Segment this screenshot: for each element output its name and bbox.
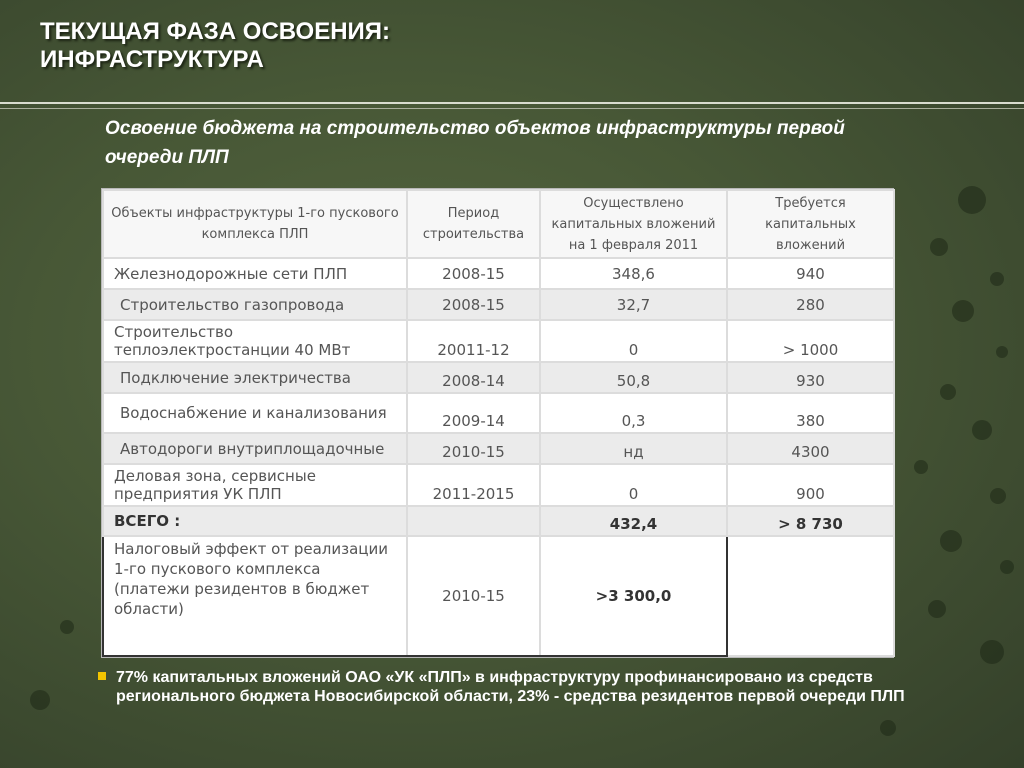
row-required: 280 bbox=[727, 289, 894, 320]
row-done: 50,8 bbox=[540, 362, 727, 393]
table-row bbox=[103, 362, 894, 393]
tax-label: Налоговый эффект от реализации 1-го пускового комплекса (платежи резидентов в бюджет области) bbox=[103, 536, 407, 656]
table-row bbox=[103, 464, 894, 506]
table-row bbox=[103, 393, 894, 433]
row-required: 900 bbox=[727, 464, 894, 506]
tax-period: 2010-15 bbox=[407, 536, 540, 656]
row-done: 0 bbox=[540, 320, 727, 362]
row-done: 32,7 bbox=[540, 289, 727, 320]
header-required: Требуется капитальных вложений bbox=[727, 190, 894, 258]
row-done: 348,6 bbox=[540, 258, 727, 289]
table-tax-row bbox=[103, 536, 894, 656]
row-period: 2011-2015 bbox=[407, 464, 540, 506]
row-period: 2008-14 bbox=[407, 362, 540, 393]
row-period: 2008-15 bbox=[407, 258, 540, 289]
row-period: 20011-12 bbox=[407, 320, 540, 362]
page-title bbox=[40, 18, 940, 74]
row-done: 0,3 bbox=[540, 393, 727, 433]
tax-empty-cell bbox=[727, 536, 894, 656]
budget-table-container bbox=[101, 188, 894, 658]
title-line-1: ТЕКУЩАЯ ФАЗА ОСВОЕНИЯ: bbox=[40, 18, 391, 45]
table-row bbox=[103, 320, 894, 362]
row-required: > 1000 bbox=[727, 320, 894, 362]
row-required: 930 bbox=[727, 362, 894, 393]
bullet-square-icon bbox=[98, 672, 106, 680]
row-period: 2008-15 bbox=[407, 289, 540, 320]
table-row bbox=[103, 258, 894, 289]
row-period: 2009-14 bbox=[407, 393, 540, 433]
footnote bbox=[98, 668, 918, 706]
title-line-2: ИНФРАСТРУКТУРА bbox=[40, 46, 264, 73]
subtitle-line-1: Освоение бюджета на строительство объектов инфраструктуры первой bbox=[105, 118, 845, 139]
row-done: 0 bbox=[540, 464, 727, 506]
total-required: > 8 730 bbox=[727, 506, 894, 536]
header-done: Осуществлено капитальных вложений на 1 февраля 2011 bbox=[540, 190, 727, 258]
row-required: 4300 bbox=[727, 433, 894, 464]
title-divider-thin bbox=[0, 108, 1024, 109]
row-name: Строительство газопровода bbox=[103, 289, 407, 320]
row-name: Строительство теплоэлектростанции 40 МВт bbox=[103, 320, 407, 362]
total-label: ВСЕГО : bbox=[103, 506, 407, 536]
total-done: 432,4 bbox=[540, 506, 727, 536]
tax-value: >3 300,0 bbox=[540, 536, 727, 656]
row-name: Автодороги внутриплощадочные bbox=[103, 433, 407, 464]
row-name: Железнодорожные сети ПЛП bbox=[103, 258, 407, 289]
table-row bbox=[103, 433, 894, 464]
subtitle-line-2: очереди ПЛП bbox=[105, 147, 229, 168]
row-required: 380 bbox=[727, 393, 894, 433]
footnote-text: 77% капитальных вложений ОАО «УК «ПЛП» в инфраструктуру профинансировано из средств регионального бюджета Новосибирской области, 23% - средства резидентов первой очереди ПЛП bbox=[116, 669, 905, 705]
total-period bbox=[407, 506, 540, 536]
row-name: Подключение электричества bbox=[103, 362, 407, 393]
row-period: 2010-15 bbox=[407, 433, 540, 464]
title-divider bbox=[0, 102, 1024, 104]
row-name: Водоснабжение и канализования bbox=[103, 393, 407, 433]
subtitle bbox=[105, 114, 965, 172]
table-row bbox=[103, 289, 894, 320]
row-required: 940 bbox=[727, 258, 894, 289]
header-period: Период строительства bbox=[407, 190, 540, 258]
table-header-row bbox=[103, 190, 894, 258]
budget-table bbox=[102, 189, 895, 657]
header-objects: Объекты инфраструктуры 1-го пускового комплекса ПЛП bbox=[103, 190, 407, 258]
row-done: нд bbox=[540, 433, 727, 464]
table-total-row bbox=[103, 506, 894, 536]
row-name: Деловая зона, сервисные предприятия УК ПЛП bbox=[103, 464, 407, 506]
